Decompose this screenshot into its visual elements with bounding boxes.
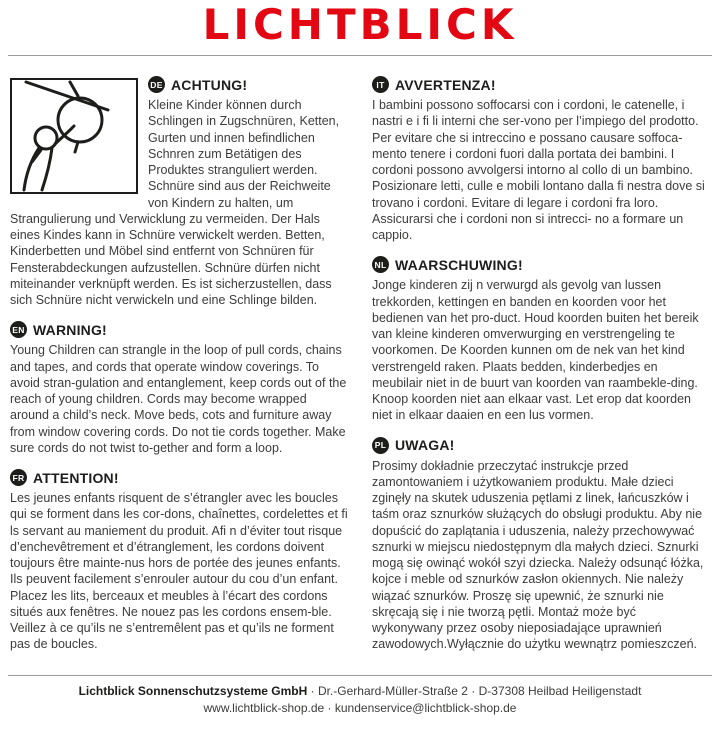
language-badge-nl: NL xyxy=(372,256,389,273)
section-fr-header xyxy=(10,469,348,486)
section-en-body: Young Children can strangle in the loop of pull cords, chains and tapes, and cords that operate window coverings. To avoid stran-gulation and entanglement, keep cords out of the reach of young children. Cords may become wrapped around a child’s neck. Move beds, cots and furniture away from window covering cords. Do not tie cords together. Make sure cords do not twist to-gether and form a loop. xyxy=(10,343,347,455)
section-nl xyxy=(372,256,710,423)
section-nl-header xyxy=(372,256,710,273)
right-column xyxy=(372,76,710,666)
section-de-body: Kleine Kinder können durch Schlingen in Zugschnüren, Ketten, Gurten und innen befindlichen Schnren zum Betätigen des Produktes stranguliert werden. Schnüre sind aus der Reichweite von Kindern zu halten, um Strangulierung und Verwicklung zu vermeiden. Der Hals eines Kindes kann in Schnüre verwickelt werden. Betten, Kinderbetten und Möbel sind entfernt von Schnüren für Fensterabdeckungen aufzustellen. Schnüre dürfen nicht miteinander verknüpft werden. Es ist sicherzustellen, dass sich Schnüre nicht verwickeln und eine Schlinge bilden. xyxy=(10,98,340,307)
content-columns xyxy=(0,56,720,666)
section-fr xyxy=(10,469,348,653)
warning-illustration xyxy=(10,78,138,194)
language-badge-pl: PL xyxy=(372,437,389,454)
language-badge-en: EN xyxy=(10,321,27,338)
section-pl xyxy=(372,437,710,653)
footer-company: Lichtblick Sonnenschutzsysteme GmbH xyxy=(78,683,308,698)
section-de-title: ACHTUNG! xyxy=(171,76,248,93)
section-en xyxy=(10,321,348,456)
section-de-header xyxy=(148,76,348,93)
section-pl-title: UWAGA! xyxy=(395,437,455,453)
section-en-title: WARNING! xyxy=(33,321,107,338)
section-pl-body: Prosimy dokładnie przeczytać instrukcje przed zamontowaniem i użytkowaniem produktu. Małe dzieci zginęły na skutek uduszenia pętlami z linek, łańcuszków i taśm oraz sznurków służących do obsługi produktu. Aby nie dopuścić do zaplątania i uduszenia, należy przechowywać sznurki w miejscu niedostępnym dla małych dzieci. Sznurki mogą się owinąć wokół szyi dziecka. Należy odsunąć łóżka, kojce i meble od sznurków zasłon okiennych. Nie należy wiązać sznurków. Proszę się upewnić, że sznurki nie skręcają się i nie tworzą pętli. Montaż może być wykonywany przez osoby nieposiadające uprawnień zawodowych.Wyłącznie do użytku wewnątrz pomieszczeń. xyxy=(372,458,704,652)
footer xyxy=(0,676,720,718)
language-badge-fr: FR xyxy=(10,469,27,486)
footer-address-line xyxy=(0,683,720,700)
section-it xyxy=(372,76,710,243)
section-it-body: I bambini possono soffocarsi con i cordoni, le catenelle, i nastri e i fi li interni che ser-vono per l’impiego del prodotto. Per evitare che si intreccino e possano causare soffoca-mento tenere i cordoni fuori dalla portata dei bambini. I cordoni possono avvolgersi intorno al collo di un bambino. Posizionare letti, culle e mobili lontano dalla fi nestra dove si trovano i cordoni. Evitare di legare i cordoni fra loro. Assicurarsi che i cordoni non si intrecci- no a formare un cappio. xyxy=(372,98,705,242)
section-fr-body: Les jeunes enfants risquent de s’étrangler avec les boucles qui se forment dans les cor-dons, chaînettes, cordelettes et fi ls servant au maniement du produit. Afi n d’éviter tout risque d’enchevêtrement et d’étranglement, les cordons doivent toujours être mainte-nus hors de portée des jeunes enfants. Ils peuvent facilement s’enrouler autour du cou d’un enfant. Placez les lits, berceaux et meubles à l’écart des cordons situés aux fenêtres. Ne nouez pas les cordons ensem-ble. Veillez à ce qu’ils ne s’entremêlent pas et qu’ils ne forment pas de boucles. xyxy=(10,491,348,652)
language-badge-it: IT xyxy=(372,76,389,93)
section-it-title: AVVERTENZA! xyxy=(395,76,496,93)
section-nl-body: Jonge kinderen zij n verwurgd als gevolg van lussen trekkorden, kettingen en banden en koorden voor het bedienen van het pro-duct. Houd koorden buiten het bereik van kleine kinderen omverwurging en verstrengeling te voorkomen. De Koorden kunnen om de nek van het kind verstrengeld raken. Plaats bedden, kinderbedjes en meubilair niet in de buurt van koorden van raambekle-ding. Knoop koorden niet aan elkaar vast. Let erop dat koorden niet in elkaar daaien en een lus vormen. xyxy=(372,278,699,423)
left-column xyxy=(10,76,348,666)
brand-logo xyxy=(0,0,720,49)
section-en-header xyxy=(10,321,348,338)
section-pl-header xyxy=(372,437,710,454)
language-badge-de: DE xyxy=(148,76,165,93)
footer-contact-line: www.lichtblick-shop.de · kundenservice@lichtblick-shop.de xyxy=(203,700,517,715)
footer-address: · Dr.-Gerhard-Müller-Straße 2 · D-37308 Heilbad Heiligenstadt xyxy=(307,683,642,698)
section-it-header xyxy=(372,76,710,93)
child-reaching-cord-loop-icon xyxy=(12,80,136,192)
section-de xyxy=(10,76,348,308)
section-fr-title: ATTENTION! xyxy=(33,469,119,486)
section-nl-title: WAARSCHUWING! xyxy=(395,256,523,273)
brand-logo-text: LICHTBLICK xyxy=(202,0,518,49)
